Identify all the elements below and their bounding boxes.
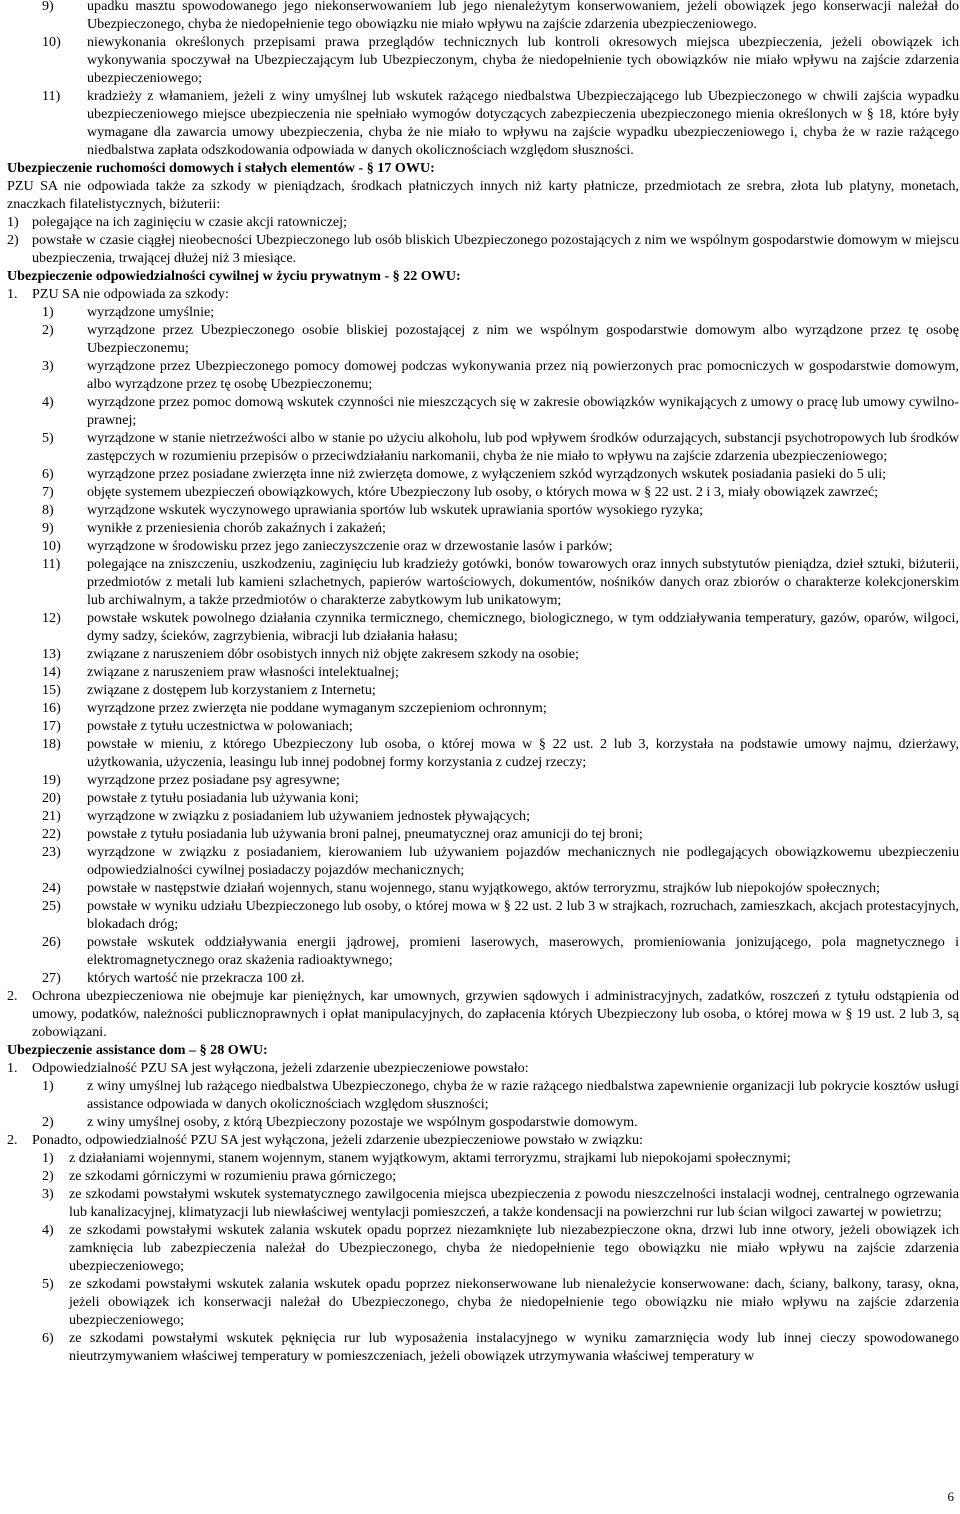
item-text: ze szkodami powstałymi wskutek zalania wskutek opadu poprzez niekonserwowane lub nienależycie konserwowane: dach, ściany, balkony, tarasy, okna, jeżeli obowiązek ich konserwacji należał do Ubezpieczonego, chyba że niedopełnienie tego obowiązku nie miało wpływu na zajście zdarzenia ubezpieczeniowego; (69, 1276, 959, 1328)
item-number: 3) (42, 1186, 54, 1202)
list-item (7, 87, 959, 159)
list-item (7, 879, 959, 897)
list-item (7, 357, 959, 393)
list-item (7, 537, 959, 555)
list-item (7, 231, 959, 267)
item-number: 18) (42, 736, 61, 752)
list-item (7, 213, 959, 231)
list-item (7, 501, 959, 519)
item-number: 27) (42, 970, 61, 986)
item-text: związane z naruszeniem dóbr osobistych innych niż objęte zakresem szkody na osobie; (87, 646, 579, 662)
section-heading: Ubezpieczenie odpowiedzialności cywilnej w życiu prywatnym - § 22 OWU: (7, 268, 461, 284)
item-text: powstałe wskutek oddziaływania energii jądrowej, promieni laserowych, maserowych, promieniowania jonizującego, pola magnetycznego i elektromagnetycznego oraz skażenia radioaktywnego; (87, 934, 959, 968)
item-number: 14) (42, 664, 61, 680)
list-item (7, 609, 959, 645)
item-text: wyrządzone w środowisku przez jego zanieczyszczenie oraz w drzewostanie lasów i parków; (87, 538, 613, 554)
list-item (7, 1167, 959, 1185)
item-number: 25) (42, 898, 61, 914)
item-text: związane z dostępem lub korzystaniem z Internetu; (87, 682, 376, 698)
page-number: 6 (947, 1489, 954, 1504)
item-number: 9) (42, 520, 54, 536)
item-text: ze szkodami powstałymi wskutek systematycznego zawilgocenia miejsca ubezpieczenia z powodu nieszczelności instalacji wodnej, centralnego ogrzewania lub kanalizacyjnej, klimatyzacji lub niewłaściwej wentylacji pomieszczeń, a także kondensacji na powierzchni rur lub ścian wilgoci zawartej w powietrzu; (69, 1186, 959, 1220)
item-number: 2) (42, 1168, 54, 1184)
list-item (7, 789, 959, 807)
list-item (7, 663, 959, 681)
item-text: polegające na zniszczeniu, uszkodzeniu, zaginięciu lub kradzieży gotówki, bonów towarowych oraz innych substytutów pieniądza, dzieł sztuki, biżuterii, przedmiotów z metali lub kamieni szlachetnych, papierów wartościowych, dokumentów, nośników danych oraz zbiorów o charakterze kolekcjonerskim lub archiwalnym, a także przedmiotów o charakterze zabytkowym lub unikatowym; (87, 556, 959, 608)
item-text: powstałe wskutek powolnego działania czynnika termicznego, chemicznego, biologicznego, w tym oddziaływania temperatury, gazów, oparów, wilgoci, dymy sadzy, ścieków, zagrzybienia, wibracji lub działania hałasu; (87, 610, 959, 644)
item-text: PZU SA nie odpowiada za szkody: (32, 286, 229, 302)
document-page (7, 0, 959, 1365)
item-number: 4) (42, 394, 54, 410)
list-item (7, 303, 959, 321)
list-item (7, 843, 959, 879)
list-item (7, 1185, 959, 1221)
item-text: ze szkodami powstałymi wskutek pęknięcia rur lub wyposażenia instalacyjnego w wyniku zamarznięcia wody lub innej cieczy spowodowanego nieutrzymywaniem właściwej temperatury w pomieszczeniach, jeżeli obowiązek utrzymywania właściwej temperatury w (69, 1330, 959, 1364)
item-number: 1) (42, 1150, 54, 1166)
item-text: związane z naruszeniem praw własności intelektualnej; (87, 664, 399, 680)
item-text: wyrządzone umyślnie; (87, 304, 215, 320)
item-number: 24) (42, 880, 61, 896)
item-number: 6) (42, 1330, 54, 1346)
item-number: 5) (42, 1276, 54, 1292)
item-number: 21) (42, 808, 61, 824)
item-text: powstałe w następstwie działań wojennych, stanu wojennego, stanu wyjątkowego, aktów terroryzmu, strajków lub niepokojów społecznych; (87, 880, 880, 896)
section-intro: PZU SA nie odpowiada także za szkody w pieniądzach, środkach płatniczych innych niż karty płatnicze, przedmiotach ze srebra, złota lub platyny, monetach, znaczkach filatelistycznych, biżuterii: (7, 178, 959, 212)
list-item (7, 771, 959, 789)
list-item (7, 735, 959, 771)
item-text: wyrządzone przez Ubezpieczonego osobie bliskiej pozostającej z nim we wspólnym gospodarstwie domowym albo wyrządzone przez tę osobę Ubezpieczonemu; (87, 322, 959, 356)
list-item (7, 1275, 959, 1329)
list-item (7, 429, 959, 465)
list-item (7, 969, 959, 987)
item-text: powstałe z tytułu uczestnictwa w polowaniach; (87, 718, 353, 734)
item-number: 2) (42, 322, 54, 338)
section-heading: Ubezpieczenie ruchomości domowych i stałych elementów - § 17 OWU: (7, 160, 435, 176)
item-number: 2) (42, 1114, 54, 1130)
list-item (7, 0, 959, 33)
item-number: 1. (7, 1060, 18, 1076)
item-number: 10) (42, 538, 61, 554)
item-text: wynikłe z przeniesienia chorób zakaźnych i zakażeń; (87, 520, 386, 536)
item-text: z winy umyślnej osoby, z którą Ubezpieczony pozostaje we wspólnym gospodarstwie domowym. (87, 1114, 638, 1130)
list-item (7, 933, 959, 969)
item-text: powstałe w wyniku udziału Ubezpieczonego lub osoby, o której mowa w § 22 ust. 2 lub 3 w strajkach, rozruchach, zamieszkach, akcjach protestacyjnych, blokadach dróg; (87, 898, 959, 932)
item-text: powstałe w mieniu, z którego Ubezpieczony lub osoba, o której mowa w § 22 ust. 2 lub 3, korzystała na podstawie umowy najmu, dzierżawy, użytkowania, użyczenia, leasingu lub innej podobnej formy korzystania z cudzej rzeczy; (87, 736, 959, 770)
item-number: 7) (42, 484, 54, 500)
item-number: 2) (7, 232, 19, 248)
item-text: wyrządzone przez posiadane psy agresywne; (87, 772, 340, 788)
list-item (7, 1329, 959, 1365)
item-number: 1) (7, 214, 19, 230)
item-number: 16) (42, 700, 61, 716)
item-number: 11) (42, 88, 61, 104)
item-number: 3) (42, 358, 54, 374)
item-text: Ochrona ubezpieczeniowa nie obejmuje kar pieniężnych, kar umownych, grzywien sądowych i administracyjnych, zadatków, roszczeń z tytułu odstąpienia od umowy, podatków, należności publicznoprawnych i opłat manipulacyjnych, do zapłacenia których Ubezpieczony lub osoba, o której mowa w § 19 ust. 2 lub 3, są zobowiązani. (32, 988, 959, 1040)
list-item (7, 321, 959, 357)
item-number: 11) (42, 556, 61, 572)
item-text: ze szkodami górniczymi w rozumieniu prawa górniczego; (69, 1168, 397, 1184)
item-text: wyrządzone przez Ubezpieczonego pomocy domowej podczas wykonywania przez nią powierzonych prac pomocniczych w gospodarstwie domowym, albo wyrządzone przez tę osobę Ubezpieczonemu; (87, 358, 959, 392)
item-number: 12) (42, 610, 61, 626)
item-text: kradzieży z włamaniem, jeżeli z winy umyślnej lub wskutek rażącego niedbalstwa Ubezpieczającego lub Ubezpieczonego w chwili zajścia wypadku ubezpieczeniowego miejsce ubezpieczenia nie spełniało wymogów dotyczących zabezpieczenia ubezpieczonego mienia określonych w § 18, które były wymagane dla zawarcia umowy ubezpieczenia, chyba że nie miało to wpływu na zajście wypadku ubezpieczeniowego i, chyba że w razie rażącego niedbalstwa zapłata odszkodowania odpowiada w danych okolicznościach względom słuszności. (87, 88, 959, 158)
list-item (7, 483, 959, 501)
list-item (7, 1221, 959, 1275)
item-text: powstałe z tytułu posiadania lub używania broni palnej, pneumatycznej oraz amunicji do tej broni; (87, 826, 643, 842)
item-number: 9) (42, 0, 54, 14)
item-text: wyrządzone w stanie nietrzeźwości albo w stanie po użyciu alkoholu, lub pod wpływem środków odurzających, substancji psychotropowych lub środków zastępczych w rozumieniu przepisów o przeciwdziałaniu narkomanii, chyba że nie miało to wpływu na zajście zdarzenia ubezpieczeniowego; (87, 430, 959, 464)
list-item (7, 699, 959, 717)
numbered-point (7, 285, 959, 303)
item-number: 17) (42, 718, 61, 734)
list-item (7, 807, 959, 825)
list-item (7, 1077, 959, 1113)
list-item (7, 519, 959, 537)
list-item (7, 645, 959, 663)
list-item (7, 717, 959, 735)
item-number: 19) (42, 772, 61, 788)
item-text: z winy umyślnej lub rażącego niedbalstwa Ubezpieczonego, chyba że w razie rażącego niedbalstwa zapewnienie organizacji lub pokrycie kosztów usługi assistance odpowiada w danych okolicznościach względom słuszności; (87, 1078, 959, 1112)
item-number: 1) (42, 1078, 54, 1094)
item-number: 15) (42, 682, 61, 698)
item-text: ze szkodami powstałymi wskutek zalania wskutek opadu poprzez niezamknięte lub niezabezpieczone okna, drzwi lub inne otwory, jeżeli obowiązek ich zamknięcia lub zabezpieczenia należał do Ubezpieczonego, chyba że niedopełnienie tego obowiązku nie miało wpływu na zajście zdarzenia ubezpieczeniowego; (69, 1222, 959, 1274)
list-item (7, 681, 959, 699)
item-text: wyrządzone w związku z posiadaniem, kierowaniem lub używaniem pojazdów mechanicznych nie podlegających obowiązkowemu ubezpieczeniu odpowiedzialności cywilnej posiadaczy pojazdów mechanicznych; (87, 844, 959, 878)
item-number: 1. (7, 286, 18, 302)
item-number: 5) (42, 430, 54, 446)
item-text: wyrządzone przez posiadane zwierzęta inne niż zwierzęta domowe, z wyłączeniem szkód wyrządzonych wskutek posiadania pasieki do 5 uli; (87, 466, 887, 482)
item-number: 2. (7, 988, 18, 1004)
numbered-point (7, 987, 959, 1041)
item-text: upadku masztu spowodowanego jego niekonserwowaniem lub jego nienależytym konserwowaniem, jeżeli obowiązek jego konserwacji należał do Ubezpieczonego, chyba że niedopełnienie tego obowiązku nie miało wpływu na zajście zdarzenia ubezpieczeniowego. (87, 0, 959, 32)
item-text: wyrządzone przez pomoc domową wskutek czynności nie mieszczących się w zakresie obowiązków wynikających z umowy o pracę lub umowy cywilno-prawnej; (87, 394, 959, 428)
item-text: Ponadto, odpowiedzialność PZU SA jest wyłączona, jeżeli zdarzenie ubezpieczeniowe powstało w związku: (32, 1132, 643, 1148)
item-text: z działaniami wojennymi, stanem wojennym, stanem wyjątkowym, aktami terroryzmu, strajkami lub niepokojami społecznymi; (69, 1150, 791, 1166)
item-number: 10) (42, 34, 61, 50)
item-text: Odpowiedzialność PZU SA jest wyłączona, jeżeli zdarzenie ubezpieczeniowe powstało: (32, 1060, 529, 1076)
item-text: powstałe z tytułu posiadania lub używania koni; (87, 790, 359, 806)
item-number: 1) (42, 304, 54, 320)
list-item (7, 555, 959, 609)
list-item (7, 1113, 959, 1131)
item-text: wyrządzone przez zwierzęta nie poddane wymaganym szczepieniom ochronnym; (87, 700, 547, 716)
item-number: 4) (42, 1222, 54, 1238)
list-item (7, 393, 959, 429)
item-number: 2. (7, 1132, 18, 1148)
item-text: wyrządzone w związku z posiadaniem lub używaniem jednostek pływających; (87, 808, 531, 824)
numbered-point (7, 1059, 959, 1077)
item-text: powstałe w czasie ciągłej nieobecności Ubezpieczonego lub osób bliskich Ubezpieczonego pozostających z nim we wspólnym gospodarstwie domowym w miejscu ubezpieczenia, trwającej dłużej niż 3 miesiące. (32, 232, 959, 266)
item-text: niewykonania określonych przepisami prawa przeglądów technicznych lub kontroli okresowych miejsca ubezpieczenia, jeżeli obowiązek ich wykonywania spoczywał na Ubezpieczającym lub Ubezpieczonym, chyba że niedopełnienie tych obowiązków nie miało wpływu na zajście zdarzenia ubezpieczeniowego; (87, 34, 959, 86)
list-item (7, 465, 959, 483)
list-item (7, 825, 959, 843)
item-number: 22) (42, 826, 61, 842)
list-item (7, 1149, 959, 1167)
item-number: 26) (42, 934, 61, 950)
item-number: 20) (42, 790, 61, 806)
item-text: polegające na ich zaginięciu w czasie akcji ratowniczej; (32, 214, 347, 230)
item-text: wyrządzone wskutek wyczynowego uprawiania sportów lub wskutek uprawiania sportów wysokiego ryzyka; (87, 502, 704, 518)
item-number: 6) (42, 466, 54, 482)
item-number: 23) (42, 844, 61, 860)
item-text: których wartość nie przekracza 100 zł. (87, 970, 305, 986)
list-item (7, 897, 959, 933)
numbered-point (7, 1131, 959, 1149)
list-item (7, 33, 959, 87)
item-number: 8) (42, 502, 54, 518)
section-heading: Ubezpieczenie assistance dom – § 28 OWU: (7, 1042, 268, 1058)
item-number: 13) (42, 646, 61, 662)
item-text: objęte systemem ubezpieczeń obowiązkowych, które Ubezpieczony lub osoby, o których mowa w § 22 ust. 2 i 3, miały obowiązek zawrzeć; (87, 484, 879, 500)
